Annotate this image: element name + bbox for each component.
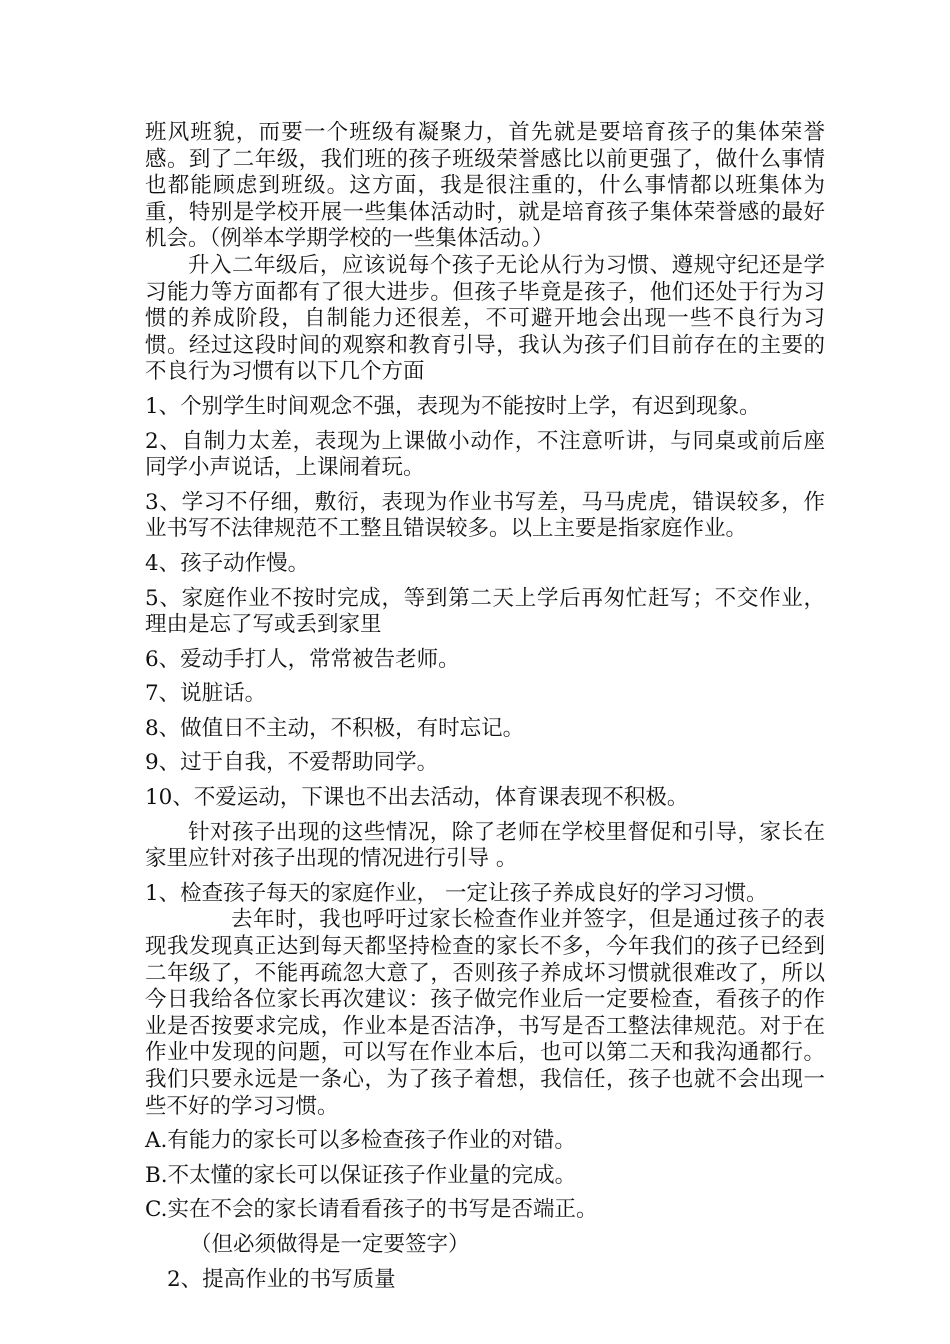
list-item-7: 7、说脏话。	[145, 681, 267, 707]
list-item-6: 6、爱动手打人，常常被告老师。	[145, 646, 460, 672]
signature-note: （但必须做得是一定要签字）	[190, 1231, 470, 1257]
list-item-5: 5、家庭作业不按时完成，等到第二天上学后再匆忙赶写；不交作业，理由是忘了写或丢到家里	[145, 585, 825, 638]
list-item-8: 8、做值日不主动，不积极，有时忘记。	[145, 715, 525, 741]
option-a: A.有能力的家长可以多检查孩子作业的对错。	[145, 1128, 576, 1154]
suggestion-1-heading: 1、检查孩子每天的家庭作业， 一定让孩子养成良好的学习习惯。	[145, 880, 768, 906]
document-body	[145, 120, 825, 1293]
option-c: C.实在不会的家长请看看孩子的书写是否端正。	[145, 1197, 598, 1223]
list-item-4: 4、孩子动作慢。	[145, 550, 310, 576]
list-item-9: 9、过于自我，不爱帮助同学。	[145, 750, 439, 776]
list-item-1: 1、个别学生时间观念不强，表现为不能按时上学，有迟到现象。	[145, 393, 761, 419]
list-item-2: 2、自制力太差，表现为上课做小动作，不注意听讲，与同桌或前后座同学小声说话，上课闹着玩。	[145, 428, 825, 481]
paragraph-grade-two-intro: 升入二年级后，应该说每个孩子无论从行为习惯、遵规守纪还是学习能力等方面都有了很大进步。但孩子毕竟是孩子，他们还处于行为习惯的养成阶段，自制能力还很差，不可避开地会出现一些不良行为习惯。经过这段时间的观察和教育引导，我认为孩子们目前存在的主要的不良行为习惯有以下几个方面	[145, 252, 825, 385]
paragraph-homework-check: 去年时，我也呼吁过家长检查作业并签字，但是通过孩子的表现我发现真正达到每天都坚持检查的家长不多，今年我们的孩子已经到二年级了，不能再疏忽大意了，否则孩子养成坏习惯就很难改了，所以今日我给各位家长再次建议：孩子做完作业后一定要检查，看孩子的作业是否按要求完成，作业本是否洁净，书写是否工整法律规范。对于在作业中发现的问题，可以写在作业本后，也可以第二天和我沟通都行。我们只要永远是一条心，为了孩子着想，我信任，孩子也就不会出现一些不好的学习习惯。	[145, 907, 825, 1119]
option-b: B.不太懂的家长可以保证孩子作业量的完成。	[145, 1162, 577, 1188]
paragraph-class-honor: 班风班貌，而要一个班级有凝聚力，首先就是要培育孩子的集体荣誉感。到了二年级，我们班的孩子班级荣誉感比以前更强了，做什么事情也都能顾虑到班级。这方面，我是很注重的，什么事情都以班集体为重，特别是学校开展一些集体活动时，就是培育孩子集体荣誉感的最好机会。（例举本学期学校的一些集体活动。）	[145, 120, 825, 252]
suggestion-2-heading: 2、提高作业的书写质量	[167, 1266, 396, 1292]
list-item-10: 10、不爱运动，下课也不出去活动，体育课表现不积极。	[145, 785, 689, 811]
paragraph-guidance: 针对孩子出现的这些情况，除了老师在学校里督促和引导，家长在家里应针对孩子出现的情况进行引导 。	[145, 819, 825, 872]
list-item-3: 3、学习不仔细，敷衍，表现为作业书写差，马马虎虎，错误较多，作业书写不法律规范不工整且错误较多。以上主要是指家庭作业。	[145, 489, 825, 542]
